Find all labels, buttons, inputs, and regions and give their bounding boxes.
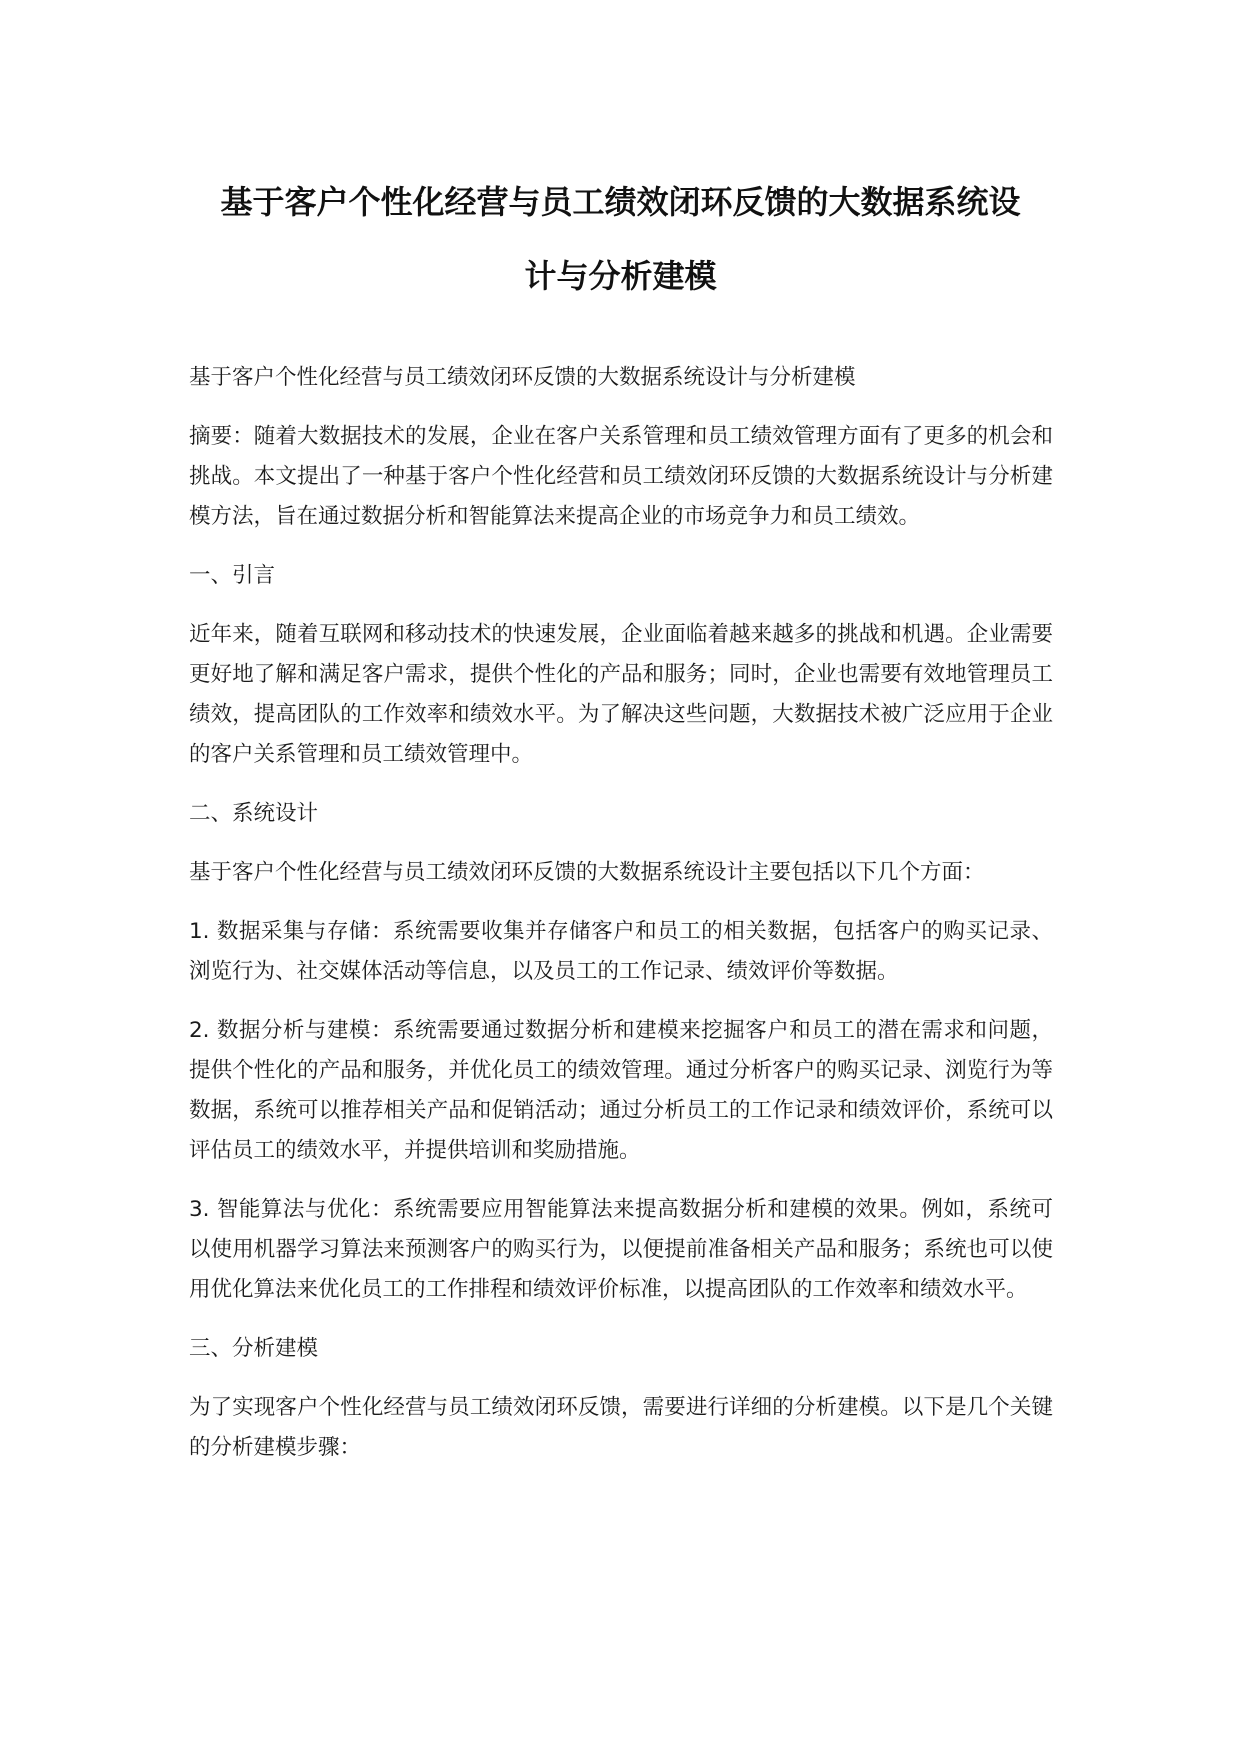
list-item-data-collection: 1. 数据采集与存储：系统需要收集并存储客户和员工的相关数据，包括客户的购买记录、浏览行为、社交媒体活动等信息，以及员工的工作记录、绩效评价等数据。 — [189, 919, 1053, 984]
list-item-data-analysis: 2. 数据分析与建模：系统需要通过数据分析和建模来挖掘客户和员工的潜在需求和问题，提供个性化的产品和服务，并优化员工的绩效管理。通过分析客户的购买记录、浏览行为等数据，系统可以推荐相关产品和促销活动；通过分析员工的工作记录和绩效评价，系统可以评估员工的绩效水平，并提供培训和奖励措施。 — [189, 1018, 1053, 1163]
system-design-intro-paragraph: 基于客户个性化经营与员工绩效闭环反馈的大数据系统设计主要包括以下几个方面： — [189, 860, 985, 885]
document-title-line-2: 计与分析建模 — [524, 257, 717, 295]
subtitle-paragraph: 基于客户个性化经营与员工绩效闭环反馈的大数据系统设计与分析建模 — [189, 365, 856, 390]
section-heading-introduction: 一、引言 — [189, 563, 276, 588]
introduction-paragraph: 近年来，随着互联网和移动技术的快速发展，企业面临着越来越多的挑战和机遇。企业需要更好地了解和满足客户需求，提供个性化的产品和服务；同时，企业也需要有效地管理员工绩效，提高团队的工作效率和绩效水平。为了解决这些问题，大数据技术被广泛应用于企业的客户关系管理和员工绩效管理中。 — [189, 622, 1053, 767]
section-heading-system-design: 二、系统设计 — [189, 801, 319, 826]
document-title-line-1: 基于客户个性化经营与员工绩效闭环反馈的大数据系统设 — [220, 183, 1021, 221]
section-heading-analysis-modeling: 三、分析建模 — [189, 1336, 319, 1361]
document-body — [189, 358, 1053, 1487]
abstract-paragraph: 摘要：随着大数据技术的发展，企业在客户关系管理和员工绩效管理方面有了更多的机会和挑战。本文提出了一种基于客户个性化经营和员工绩效闭环反馈的大数据系统设计与分析建模方法，旨在通过数据分析和智能算法来提高企业的市场竞争力和员工绩效。 — [189, 424, 1053, 529]
list-item-smart-algorithms: 3. 智能算法与优化：系统需要应用智能算法来提高数据分析和建模的效果。例如，系统可以使用机器学习算法来预测客户的购买行为，以便提前准备相关产品和服务；系统也可以使用优化算法来优化员工的工作排程和绩效评价标准，以提高团队的工作效率和绩效水平。 — [189, 1197, 1053, 1302]
analysis-modeling-paragraph: 为了实现客户个性化经营与员工绩效闭环反馈，需要进行详细的分析建模。以下是几个关键的分析建模步骤： — [189, 1395, 1053, 1460]
